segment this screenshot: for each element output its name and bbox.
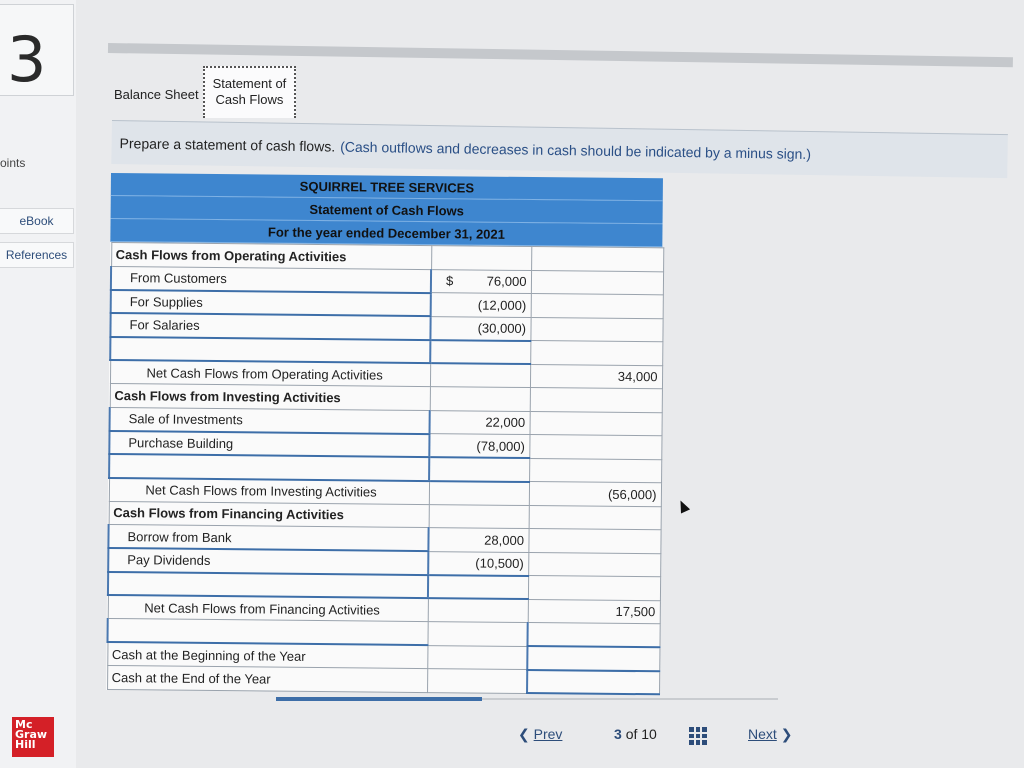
empty-cell [531, 294, 663, 319]
cash-flow-statement [106, 173, 663, 695]
empty-cell [429, 481, 529, 505]
logo-line: Graw [15, 728, 48, 741]
empty-cell [431, 246, 531, 270]
tab-label-line1: Statement of [212, 76, 287, 91]
table-row [107, 665, 659, 694]
net-investing-label: Net Cash Flows from Investing Activities [109, 477, 429, 504]
mouse-pointer-icon [676, 498, 690, 513]
empty-cell [530, 341, 662, 366]
net-change-amount-input[interactable] [527, 623, 659, 648]
empty-cell [529, 435, 661, 460]
investing-heading: Cash Flows from Investing Activities [110, 383, 430, 410]
empty-cell [528, 552, 660, 577]
empty-cell [528, 529, 660, 554]
net-operating-amount: 34,000 [530, 364, 662, 389]
instruction-note: (Cash outflows and decreases in cash should be indicated by a minus sign.) [340, 138, 812, 162]
empty-cell [530, 317, 662, 342]
cash-end-label: Cash at the End of the Year [107, 665, 427, 692]
amount-value: 76,000 [486, 273, 527, 290]
net-change-label-input[interactable] [107, 618, 427, 645]
page-of-label: of [625, 726, 638, 742]
operating-heading: Cash Flows from Operating Activities [111, 243, 431, 270]
operating-amount-input[interactable] [431, 269, 531, 293]
worksheet-tabs [110, 66, 296, 118]
empty-cell [427, 645, 527, 669]
empty-cell [428, 598, 528, 622]
company-name: SQUIRREL TREE SERVICES [111, 173, 663, 201]
investing-label-input[interactable]: Purchase Building [109, 430, 429, 457]
investing-label-input[interactable]: Sale of Investments [110, 407, 430, 434]
empty-cell [531, 247, 663, 272]
chevron-left-icon: ❮ [518, 726, 530, 742]
empty-cell [427, 622, 527, 646]
empty-cell [530, 411, 662, 436]
cash-beginning-input[interactable] [527, 646, 659, 671]
empty-cell [528, 576, 660, 601]
financing-amount-input-empty[interactable] [428, 575, 528, 599]
points-label: oints [0, 156, 26, 170]
financing-amount-input[interactable]: 28,000 [428, 528, 528, 552]
instruction-bar [111, 120, 1008, 178]
financing-amount-input[interactable]: (10,500) [428, 551, 528, 575]
operating-amount-input[interactable]: (12,000) [431, 293, 531, 317]
investing-label-input-empty[interactable] [109, 454, 429, 481]
tab-label-line2: Cash Flows [215, 92, 284, 107]
left-panel [0, 0, 76, 768]
financing-heading: Cash Flows from Financing Activities [109, 501, 429, 528]
question-number: 3 [7, 23, 47, 96]
empty-cell [529, 505, 661, 530]
currency-symbol: $ [445, 273, 454, 289]
page-indicator [614, 726, 657, 742]
net-financing-label: Net Cash Flows from Financing Activities [108, 595, 428, 622]
investing-amount-input[interactable]: 22,000 [430, 410, 530, 434]
empty-cell [427, 669, 527, 693]
total-pages: 10 [641, 726, 657, 742]
financing-label-input[interactable]: Borrow from Bank [108, 524, 428, 551]
net-investing-amount: (56,000) [529, 482, 661, 507]
horizontal-scrollbar-thumb[interactable] [276, 697, 482, 701]
question-number-box [0, 4, 74, 96]
horizontal-scrollbar-track[interactable] [482, 698, 778, 700]
operating-label-input[interactable]: For Salaries [110, 313, 430, 340]
net-financing-amount: 17,500 [528, 599, 660, 624]
mcgraw-hill-logo [12, 717, 54, 757]
empty-cell [529, 458, 661, 483]
investing-amount-input[interactable]: (78,000) [429, 434, 529, 458]
prev-label: Prev [533, 726, 563, 742]
operating-label-input[interactable]: For Supplies [111, 290, 431, 317]
tab-statement-of-cash-flows[interactable] [203, 66, 297, 118]
instruction-text: Prepare a statement of cash flows. [119, 134, 336, 155]
prev-button[interactable] [518, 726, 562, 743]
logo-line: Hill [15, 738, 36, 751]
operating-label-input-empty[interactable] [110, 337, 430, 364]
empty-cell [429, 504, 529, 528]
investing-amount-input-empty[interactable] [429, 457, 529, 481]
statement-period: For the year ended December 31, 2021 [110, 219, 662, 247]
references-link[interactable]: References [0, 242, 74, 268]
chevron-right-icon: ❯ [780, 726, 793, 742]
statement-title: Statement of Cash Flows [111, 196, 663, 224]
cash-beginning-label: Cash at the Beginning of the Year [107, 642, 427, 669]
operating-label-input[interactable]: From Customers [111, 266, 431, 293]
empty-cell [530, 388, 662, 413]
question-divider [108, 43, 1013, 67]
next-label: Next [748, 726, 777, 742]
empty-cell [531, 270, 663, 295]
financing-label-input-empty[interactable] [108, 571, 428, 598]
cash-flow-table [106, 242, 664, 695]
operating-amount-input-empty[interactable] [430, 340, 530, 364]
grid-menu-icon[interactable] [689, 727, 707, 745]
net-operating-label: Net Cash Flows from Operating Activities [110, 360, 430, 387]
empty-cell [430, 363, 530, 387]
operating-amount-input[interactable]: (30,000) [430, 316, 530, 340]
financing-label-input[interactable]: Pay Dividends [108, 548, 428, 575]
next-button[interactable] [748, 726, 792, 743]
empty-cell [430, 387, 530, 411]
cash-end-input[interactable] [527, 670, 659, 695]
logo-line: Mc [15, 718, 33, 731]
current-page: 3 [614, 726, 622, 742]
tab-balance-sheet[interactable]: Balance Sheet [114, 86, 199, 102]
ebook-link[interactable]: eBook [0, 208, 74, 234]
